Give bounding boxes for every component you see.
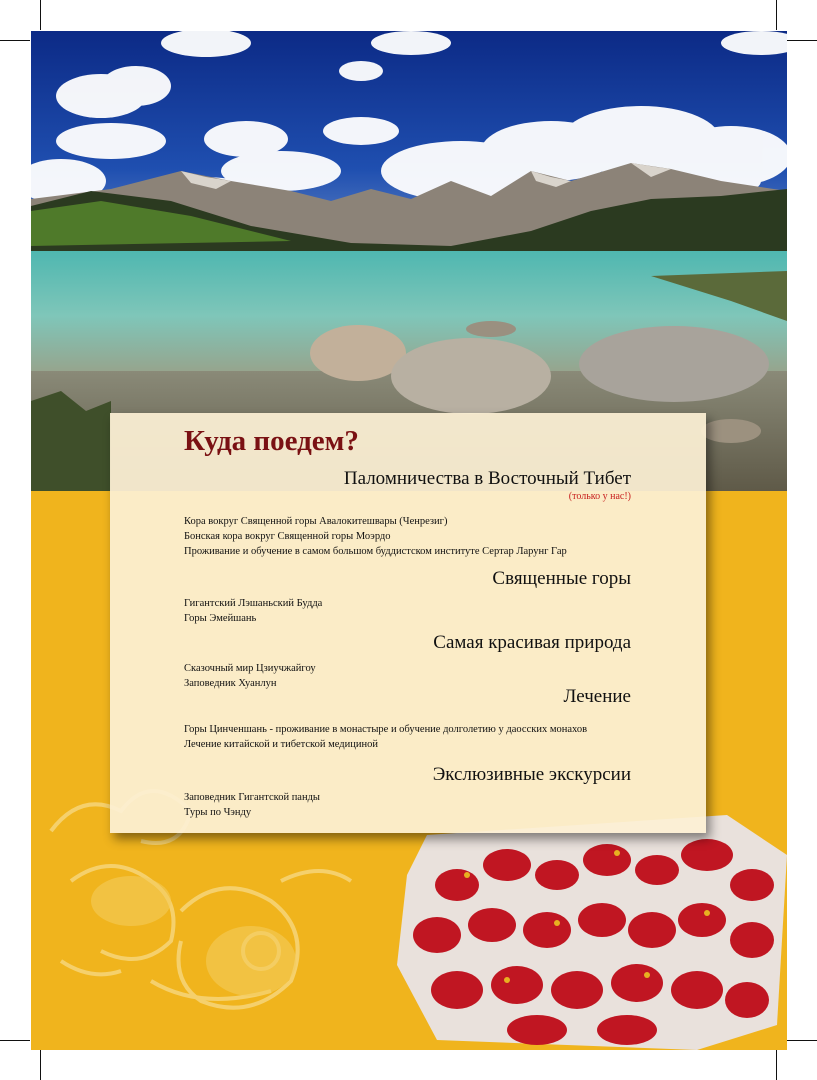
crop-mark [0,40,30,41]
crop-mark [787,1040,817,1041]
section-list-healing [184,722,587,752]
list-item: Туры по Чэнду [184,807,252,818]
list-item: Бонская кора вокруг Священной горы Моэрдо [184,531,391,542]
section-heading-healing: Лечение [563,686,631,707]
list-item: Заповедник Хуанлун [184,678,277,689]
section-heading-nature: Самая красивая природа [433,632,631,653]
list-item: Проживание и обучение в самом большом буддистском институте Сертар Ларунг Гар [184,546,567,557]
destinations-panel [110,413,706,833]
list-item: Горы Цинченшань - проживание в монастыре и обучение долголетию у даосских монахов [184,724,588,735]
section-list-nature [184,661,316,691]
crop-mark [776,1050,777,1080]
section-list-sacred-mountains [184,596,322,626]
crop-mark [787,40,817,41]
list-item: Горы Эмейшань [184,613,257,624]
crop-mark [0,1040,30,1041]
monks-photo [397,815,787,1050]
exclusive-note: (только у нас!) [568,491,631,502]
crop-mark [776,0,777,30]
brochure-page [31,31,787,1050]
section-heading-exclusive-tours: Экслюзивные экскурсии [432,764,631,785]
list-item: Сказочный мир Цзиучжайгоу [184,663,316,674]
list-item: Гигантский Лэшаньский Будда [184,598,323,609]
list-item: Заповедник Гигантской панды [184,792,320,803]
section-list-pilgrimage [184,514,567,559]
page-title: Куда поедем? [184,425,359,457]
list-item: Лечение китайской и тибетской медициной [184,739,378,750]
section-list-exclusive-tours [184,790,320,820]
crop-mark [40,1050,41,1080]
section-heading-sacred-mountains: Священные горы [492,568,631,589]
crop-mark [40,0,41,30]
list-item: Кора вокруг Священной горы Авалокитешвары (Ченрезиг) [184,516,448,527]
section-heading-pilgrimage: Паломничества в Восточный Тибет [343,468,631,489]
